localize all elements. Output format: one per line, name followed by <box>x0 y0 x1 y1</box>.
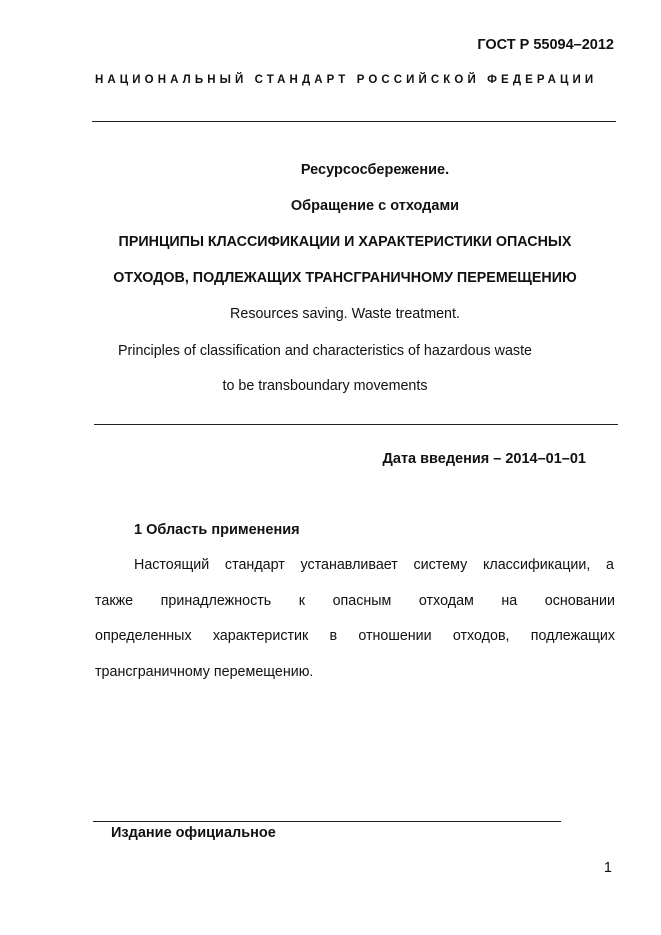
title-divider <box>94 424 618 425</box>
title-en-line-2: Principles of classification and characteristics of hazardous waste <box>117 343 532 359</box>
official-edition-label: Издание официальное <box>111 825 276 841</box>
paragraph-line-1: Настоящий стандарт устанавливает систему классификации, а <box>134 557 614 573</box>
effective-date: Дата введения – 2014–01–01 <box>382 451 586 467</box>
paragraph-line-2: также принадлежность к опасным отходам на основании <box>95 593 615 609</box>
title-ru-line-1: Ресурсосбережение. <box>300 162 450 178</box>
document-number: ГОСТ Р 55094–2012 <box>477 37 614 53</box>
footnote-divider <box>93 821 561 822</box>
title-ru-line-2: Обращение с отходами <box>290 198 460 214</box>
section-heading: 1 Область применения <box>134 522 300 538</box>
title-ru-line-4: ОТХОДОВ, ПОДЛЕЖАЩИХ ТРАНСГРАНИЧНОМУ ПЕРЕМЕЩЕНИЮ <box>113 270 577 286</box>
paragraph-line-4: трансграничному перемещению. <box>95 664 314 680</box>
title-en-line-3: to be transboundary movements <box>222 378 428 394</box>
title-en-line-1: Resources saving. Waste treatment. <box>230 306 460 322</box>
header-divider <box>92 121 616 122</box>
national-standard-heading: НАЦИОНАЛЬНЫЙ СТАНДАРТ РОССИЙСКОЙ ФЕДЕРАЦИИ <box>95 74 598 86</box>
title-ru-line-3: ПРИНЦИПЫ КЛАССИФИКАЦИИ И ХАРАКТЕРИСТИКИ ОПАСНЫХ <box>118 234 572 250</box>
page-number: 1 <box>603 860 612 876</box>
paragraph-line-3: определенных характеристик в отношении отходов, подлежащих <box>95 628 615 644</box>
